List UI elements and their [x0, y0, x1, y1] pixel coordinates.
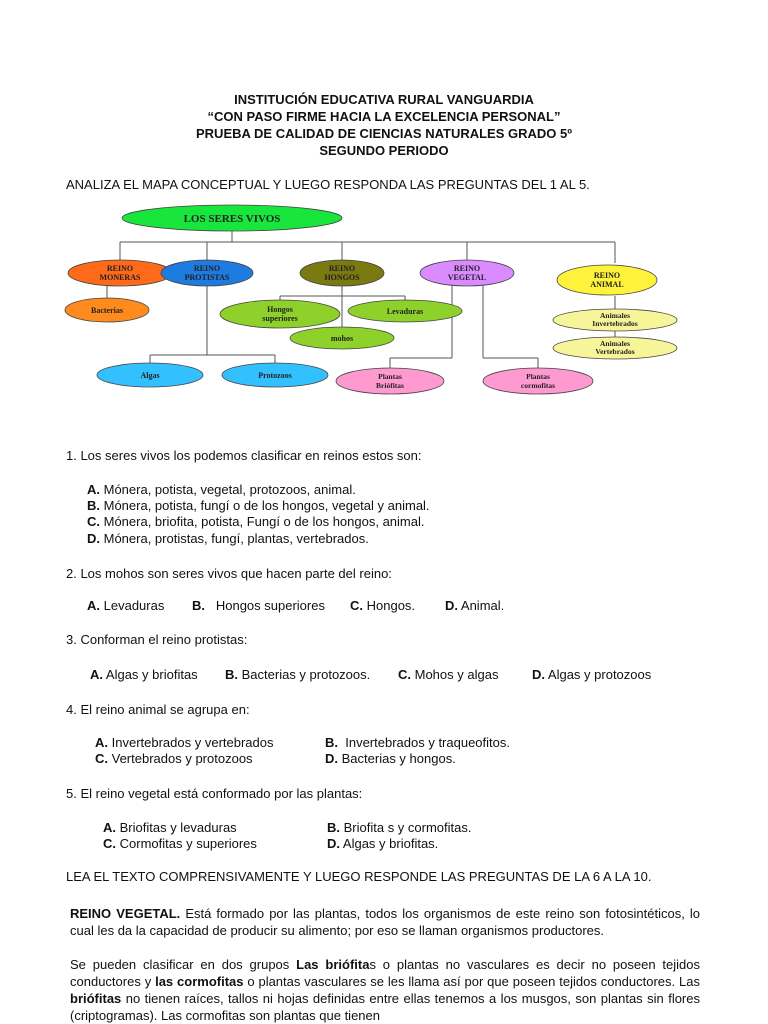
- q1-option-b-letter: B.: [87, 498, 100, 513]
- q5-option-b-text: Briofita s y cormofitas.: [343, 820, 472, 835]
- q2-option-d[interactable]: [445, 598, 504, 613]
- reading-p2-briofita-term: Las briófita: [296, 957, 370, 972]
- concept-map: [60, 198, 680, 408]
- q3-option-a[interactable]: [90, 667, 198, 682]
- kingdom-vegetal-line2: VEGETAL: [447, 273, 487, 282]
- kingdom-animal-line2: ANIMAL: [590, 280, 624, 289]
- q4-option-a[interactable]: [95, 735, 274, 750]
- kingdom-hongos-line2: HONGOS: [324, 273, 360, 282]
- q2-option-b-text: Hongos superiores: [215, 598, 325, 613]
- kingdom-moneras-line2: MONERAS: [99, 273, 141, 282]
- reading-p2-part-a: Se pueden clasificar en dos grupos: [70, 957, 297, 972]
- reading-paragraph-2: [70, 956, 700, 1024]
- q2-option-c-text: Hongos.: [366, 598, 416, 613]
- q1-option-a-letter: A.: [87, 482, 100, 497]
- q4-option-c-text: Vertebrados y protozoos: [111, 751, 253, 766]
- q4-option-c-letter: C.: [95, 751, 108, 766]
- question-1-stem: 1. Los seres vivos los podemos clasificar en reinos estos son:: [66, 448, 422, 463]
- q1-option-a[interactable]: [87, 482, 356, 497]
- q3-option-c-letter: C.: [398, 667, 411, 682]
- q5-option-a[interactable]: [103, 820, 237, 835]
- q3-option-a-letter: A.: [90, 667, 103, 682]
- q4-option-b-text: Invertebrados y traqueofitos.: [345, 735, 510, 750]
- invertebrados-line2: Invertebrados: [592, 319, 638, 328]
- q2-option-c[interactable]: [350, 598, 415, 613]
- q4-option-b[interactable]: [325, 735, 510, 750]
- q3-option-b-letter: B.: [225, 667, 238, 682]
- briofitas-line1: Plantas: [378, 372, 402, 381]
- q4-option-d-text: Bacterias y hongos.: [341, 751, 456, 766]
- q2-option-b-letter: B.: [192, 598, 205, 613]
- vertebrados-line1: Animales: [600, 339, 630, 348]
- q2-option-d-text: Animal.: [460, 598, 505, 613]
- q4-option-c[interactable]: [95, 751, 253, 766]
- question-5-stem: 5. El reino vegetal está conformado por las plantas:: [66, 786, 363, 801]
- kingdom-vegetal-line1: REINO: [453, 264, 481, 273]
- q2-option-c-letter: C.: [350, 598, 363, 613]
- reading-p2-part-g: no tienen raíces, tallos ni hojas definidas entre ellas tenemos a los musgos, son plantas sin flores (criptogramas). Las cormofitas son plantas que tienen: [70, 991, 700, 1023]
- question-3-stem: 3. Conforman el reino protistas:: [66, 632, 248, 647]
- levaduras-label: Levaduras: [386, 307, 424, 316]
- q4-option-d-letter: D.: [325, 751, 338, 766]
- exam-title: PRUEBA DE CALIDAD DE CIENCIAS NATURALES GRADO 5º: [196, 126, 572, 141]
- school-motto: “CON PASO FIRME HACIA LA EXCELENCIA PERSONAL”: [207, 109, 561, 124]
- reading-p1-text: Está formado por las plantas, todos los organismos de este reino son fotosintéticos, lo cual les da la capacidad de producir su alimento; por eso se llaman organismos productores.: [70, 906, 700, 938]
- protozoos-label: Protozoos: [258, 371, 292, 380]
- kingdom-animal-line1: REINO: [593, 271, 621, 280]
- q5-option-d[interactable]: [327, 836, 438, 851]
- q4-option-a-text: Invertebrados y vertebrados: [111, 735, 274, 750]
- root-label: LOS SERES VIVOS: [183, 213, 281, 225]
- q5-option-a-text: Briofitas y levaduras: [119, 820, 237, 835]
- school-name: INSTITUCIÓN EDUCATIVA RURAL VANGUARDIA: [234, 92, 534, 107]
- q2-option-a[interactable]: [87, 598, 164, 613]
- instruction-map: ANALIZA EL MAPA CONCEPTUAL Y LUEGO RESPONDA LAS PREGUNTAS DEL 1 AL 5.: [66, 177, 590, 192]
- reading-paragraph-1: [70, 905, 700, 939]
- q1-option-a-text: Mónera, potista, vegetal, protozoos, animal.: [103, 482, 356, 497]
- exam-period: SEGUNDO PERIODO: [319, 143, 449, 158]
- q5-option-a-letter: A.: [103, 820, 116, 835]
- q3-option-d-letter: D.: [532, 667, 545, 682]
- q3-option-a-text: Algas y briofitas: [105, 667, 198, 682]
- reading-p2-part-c: s o plantas no vasculares es decir no poseen tejidos conductores y: [70, 957, 700, 989]
- kingdom-protistas-line1: REINO: [193, 264, 221, 273]
- q1-option-c-text: Mónera, briofita, potista, Fungí o de los hongos, animal.: [103, 514, 425, 529]
- q5-option-c-letter: C.: [103, 836, 116, 851]
- mohos-label: mohos: [330, 334, 354, 343]
- q3-option-b-text: Bacterias y protozoos.: [241, 667, 371, 682]
- q3-option-c[interactable]: [398, 667, 498, 682]
- vertebrados-line2: Vertebrados: [595, 347, 635, 356]
- cormofitas-line1: Plantas: [526, 372, 550, 381]
- reading-p2-briofitas-term: briófitas: [70, 991, 122, 1006]
- q2-option-b[interactable]: [192, 598, 325, 613]
- q4-option-b-letter: B.: [325, 735, 338, 750]
- kingdom-protistas-line2: PROTISTAS: [184, 273, 230, 282]
- q5-option-d-letter: D.: [327, 836, 340, 851]
- q2-option-a-letter: A.: [87, 598, 100, 613]
- hongos-superiores-line2: superiores: [262, 314, 298, 323]
- q3-option-d-text: Algas y protozoos: [547, 667, 652, 682]
- q1-option-d-letter: D.: [87, 531, 100, 546]
- q2-option-d-letter: D.: [445, 598, 458, 613]
- q5-option-b-letter: B.: [327, 820, 340, 835]
- q4-option-a-letter: A.: [95, 735, 108, 750]
- cormofitas-line2: cormofitas: [520, 381, 556, 390]
- q5-option-c[interactable]: [103, 836, 257, 851]
- algas-label: Algas: [140, 371, 160, 380]
- instruction-reading: LEA EL TEXTO COMPRENSIVAMENTE Y LUEGO RESPONDE LAS PREGUNTAS DE LA 6 A LA 10.: [66, 869, 652, 884]
- q1-option-d-text: Mónera, protistas, fungí, plantas, vertebrados.: [103, 531, 369, 546]
- q3-option-b[interactable]: [225, 667, 370, 682]
- reading-p2-cormofitas-term: las cormofitas: [155, 974, 244, 989]
- q1-option-c-letter: C.: [87, 514, 100, 529]
- q1-option-b-text: Mónera, potista, fungí o de los hongos, vegetal y animal.: [103, 498, 430, 513]
- q1-option-b[interactable]: [87, 498, 430, 513]
- reading-p2-part-e: o plantas vasculares se les llama así por que poseen tejidos conductores. Las: [243, 974, 700, 989]
- q3-option-d[interactable]: [532, 667, 651, 682]
- q1-option-c[interactable]: [87, 514, 424, 529]
- q4-option-d[interactable]: [325, 751, 456, 766]
- question-4-stem: 4. El reino animal se agrupa en:: [66, 702, 250, 717]
- kingdom-hongos-line1: REINO: [328, 264, 356, 273]
- q1-option-d[interactable]: [87, 531, 369, 546]
- kingdom-moneras-line1: REINO: [106, 264, 134, 273]
- question-2-stem: 2. Los mohos son seres vivos que hacen parte del reino:: [66, 566, 392, 581]
- q2-option-a-text: Levaduras: [103, 598, 165, 613]
- reading-title: REINO VEGETAL.: [70, 906, 181, 921]
- q3-option-c-text: Mohos y algas: [414, 667, 499, 682]
- q5-option-d-text: Algas y briofitas.: [342, 836, 439, 851]
- briofitas-line2: Briófitas: [376, 381, 404, 390]
- bacterias-label: Bacterias: [91, 306, 123, 315]
- hongos-superiores-line1: Hongos: [267, 305, 293, 314]
- invertebrados-line1: Animales: [600, 311, 630, 320]
- q5-option-c-text: Cormofitas y superiores: [119, 836, 257, 851]
- q5-option-b[interactable]: [327, 820, 472, 835]
